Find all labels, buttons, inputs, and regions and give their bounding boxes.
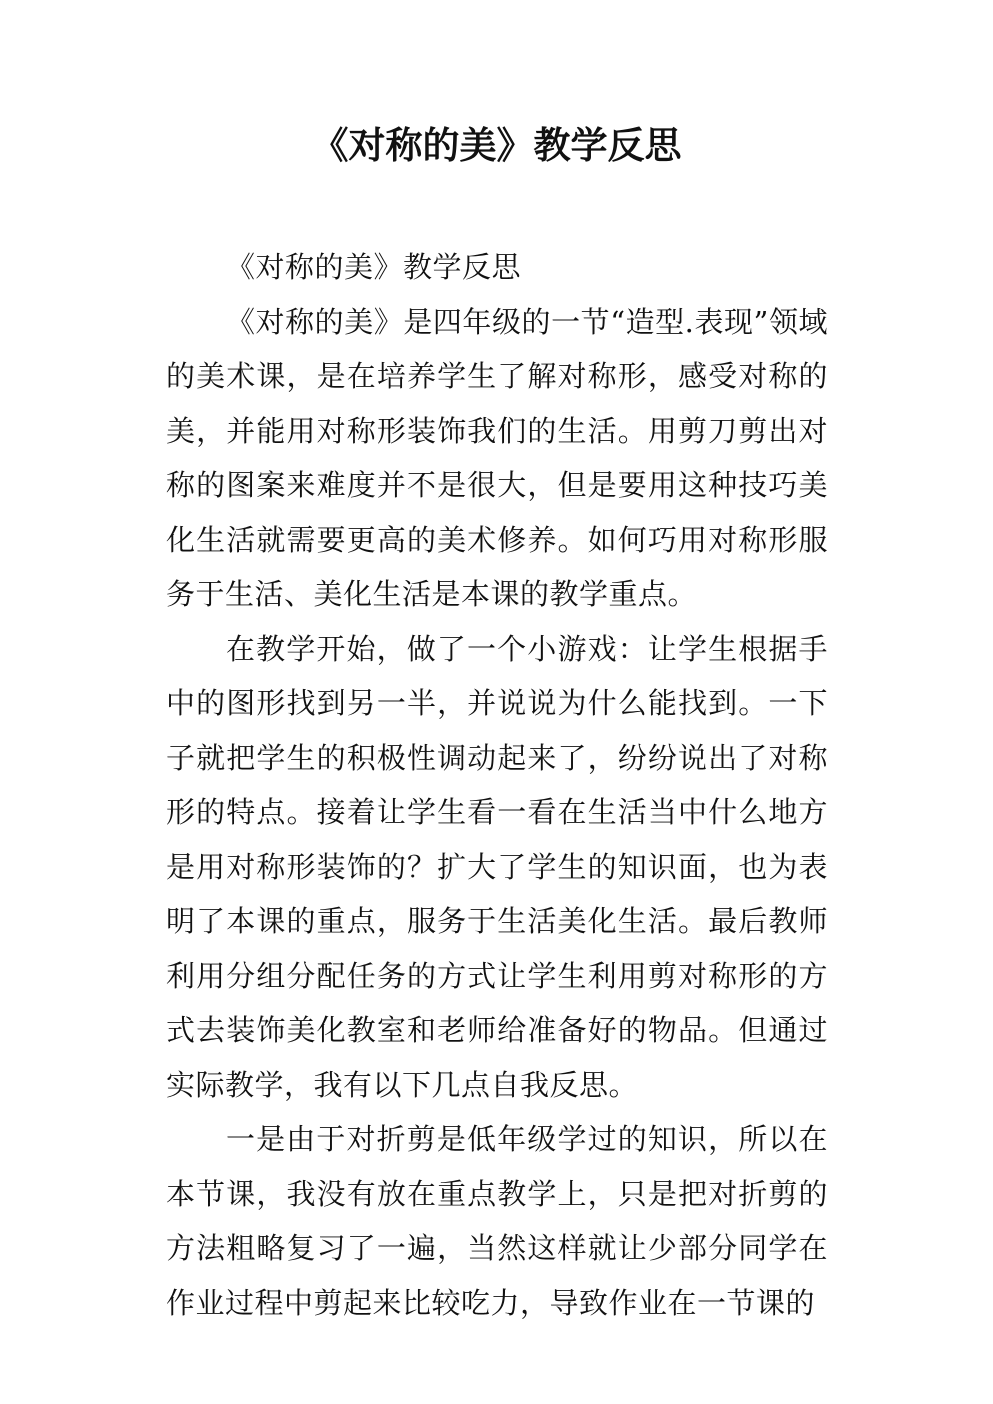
document-body (166, 240, 828, 1330)
paragraph-teaching-process: 在教学开始，做了一个小游戏：让学生根据手中的图形找到另一半，并说说为什么能找到。一下子就把学生的积极性调动起来了，纷纷说出了对称形的特点。接着让学生看一看在生活当中什么地方是用对称形装饰的？扩大了学生的知识面，也为表明了本课的重点，服务于生活美化生活。最后教师利用分组分配任务的方式让学生利用剪对称形的方式去装饰美化教室和老师给准备好的物品。但通过实际教学，我有以下几点自我反思。 (166, 631, 828, 1102)
paragraph-intro: 《对称的美》是四年级的一节“造型.表现”领域的美术课，是在培养学生了解对称形，感受对称的美，并能用对称形装饰我们的生活。用剪刀剪出对称的图案来难度并不是很大，但是要用这种技巧美化生活就需要更高的美术修养。如何巧用对称形服务于生活、美化生活是本课的教学重点。 (166, 304, 828, 611)
document-title: 《对称的美》教学反思 (311, 124, 682, 167)
paragraph-reflection-one: 一是由于对折剪是低年级学过的知识，所以在本节课，我没有放在重点教学上，只是把对折剪的方法粗略复习了一遍，当然这样就让少部分同学在作业过程中剪起来比较吃力，导致作业在一节课的 (166, 1122, 828, 1320)
paragraph-subtitle: 《对称的美》教学反思 (226, 250, 522, 284)
